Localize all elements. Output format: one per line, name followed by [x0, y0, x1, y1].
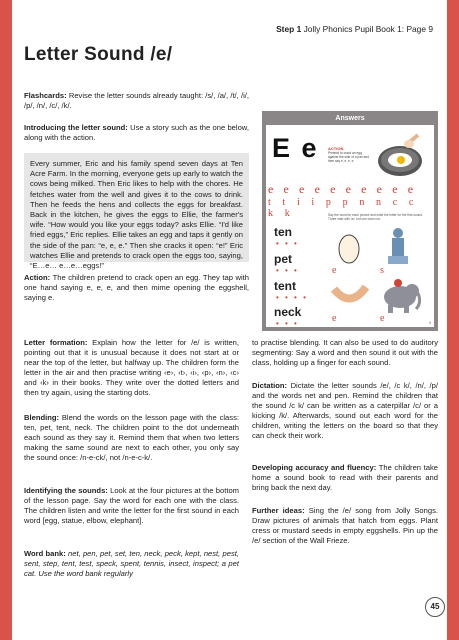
action-para: Action: The children pretend to crack open an egg. They tap with one hand saying e, e, e, and then mime opening the eggshell, saying e. [24, 273, 249, 303]
word-pet: pet [274, 252, 292, 266]
fluency-para: Developing accuracy and fluency: The children take home a sound book to read with their parents and bring back the next day. [252, 463, 438, 493]
practice-row-e: e e e e e e e e e e [268, 182, 417, 196]
page-number: 45 [425, 597, 445, 617]
story-box: Every summer, Eric and his family spend seven days at Ten Acre Farm. In the morning, everyone gets up early to watch the cows being milked. Then Eric likes to help with the chores. He fetches water from the well and gives it to the cows to drink. Then he feeds the hens and collects the eggs for breakfast. Back in the kitchen, he gives the eggs to Ellie, the farmer's wife. “How would you like your eggs today? asks Ellie. “I'd like fried eggs,” Eric replies. Ellie takes an egg and taps it gently on the side of the pan: “e, e, e.” Then she cracks it open: “e!” Eric watches Ellie and pretends to crack open the eggs too, saying, “E…e… e…e…eggs!” [24, 153, 249, 262]
word-neck: neck [274, 305, 302, 319]
workbook-page-thumbnail [266, 125, 434, 327]
answer-letter: e [332, 265, 337, 276]
answers-panel [262, 111, 438, 331]
word-dots: • • • [276, 266, 299, 275]
page-title: Letter Sound /e/ [24, 44, 173, 65]
identifying-para: Identifying the sounds: Look at the four pictures at the bottom of the lesson page. Say the word for each one with the class. The children listen and write the letter for the first sound in each word [egg, statue, elbow, elephant]. [24, 486, 240, 526]
big-letters: E e [272, 133, 319, 163]
word-ten: ten [274, 225, 292, 239]
word-tent: tent [274, 279, 296, 293]
action-box: ACTION Pretend to crack an egg against the side of a pan and then say e, e, e, e. [328, 146, 369, 163]
egg-picture [330, 229, 368, 269]
statue-picture [378, 225, 418, 267]
practice-row-letters: t t i i p p n n c c k k [268, 197, 418, 219]
word-dots: • • • • [276, 293, 308, 302]
answers-label: Answers [335, 115, 365, 122]
blending-para: Blending: Blend the words on the lesson page with the class: ten, pet, tent, neck. The children point to the dot underneath each sound as they say it. Remind them that when two letters making the same sound are next to each other, you only say the sound once: /n-e-ck/, not /n-e-c-k/. [24, 413, 239, 463]
thumbnail-page-number: 9 [429, 321, 431, 325]
answer-letter: e [332, 313, 337, 324]
blending-cont-para: to practise blending. It can also be used to do auditory segmenting: Say a word and then sound it out with the class, holding up a finger for each sound. [252, 338, 438, 368]
word-dots: • • • [276, 319, 299, 328]
elbow-picture [330, 279, 370, 315]
flashcards-para: Flashcards: Revise the letter sounds already taught: /s/, /a/, /t/, /i/, /p/, /n/, /c/, /k/. [24, 91, 249, 111]
instruction-text: Say the word for each picture and write the letter for the first sound. Three start with /e/, but one does not. [328, 213, 423, 221]
elephant-picture [376, 277, 424, 315]
answer-letter: s [380, 265, 384, 276]
answer-letter: e [380, 313, 385, 324]
word-dots: • • • [276, 239, 299, 248]
page [12, 0, 447, 640]
step-header: Step 1 Jolly Phonics Pupil Book 1: Page 9 [276, 24, 433, 34]
frying-pan-egg-illustration [374, 131, 428, 181]
dictation-para: Dictation: Dictate the letter sounds /e/, /c k/, /n/, /p/ and the words net and pen. Remind the children that the sound /c k/ can be written as a caterpillar /c/ or a kicking /k/. Afterwards, sound out each word for the children, writing the letters on the board so that they can check their work. [252, 381, 438, 441]
letter-formation-para: Letter formation: Explain how the letter for /e/ is written, pointing out that it is unusual because it does not start at or near the top of the letter, but halfway up. The children form the letter in the air and then practise writing ‹e›, ‹t›, ‹i›, ‹p›, ‹n›, ‹c› and ‹k› in their books. They write over the dotted letters and then try again, using the starting dots. [24, 338, 240, 398]
further-ideas-para: Further ideas: Sing the /e/ song from Jolly Songs. Draw pictures of animals that hatch from eggs. Plant cress or mustard seeds in empty eggshells. Pin up the /e/ section of the Wall Frieze. [252, 506, 438, 546]
word-bank-para: Word bank: net, pen, pet, set, ten, neck, peck, kept, nest, pest, sent, step, tent, test, speck, spent, tennis, insect, inspect; a pet cat. Use the word bank regularly [24, 549, 239, 579]
introducing-para: Introducing the letter sound: Use a story such as the one below, along with the action. [24, 123, 249, 143]
